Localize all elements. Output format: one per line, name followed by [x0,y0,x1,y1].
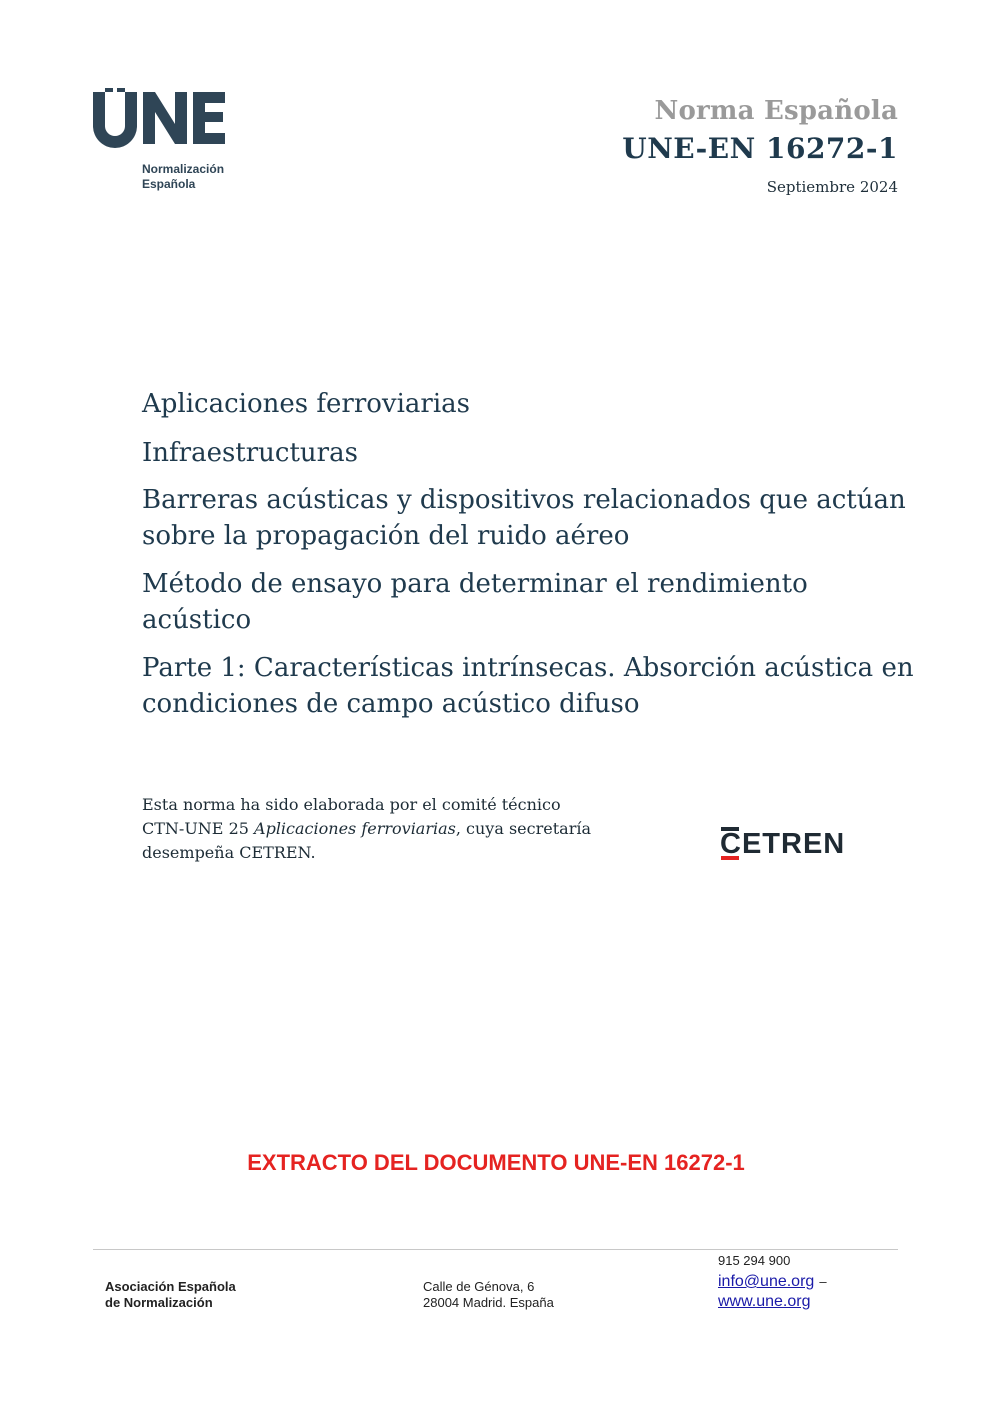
logo-subtitle-line1: Normalización [142,162,225,176]
title-line: acústico [142,605,252,635]
une-wordmark-icon [93,88,233,148]
email-link[interactable]: info@une.org [718,1273,815,1290]
footer-phone: 915 294 900 [718,1253,791,1268]
committee-suffix: , cuya secretaría [455,819,591,838]
title-line: Parte 1: Características intrínsecas. Absorción acústica en [142,653,914,683]
committee-line3: desempeña CETREN. [142,843,316,862]
footer-address-line1: Calle de Génova, 6 [423,1279,535,1294]
extracto-notice: EXTRACTO DEL DOCUMENTO UNE-EN 16272-1 [247,1150,745,1175]
footer-web-row [718,1291,811,1311]
footer-divider [93,1249,898,1250]
footer-email-row [718,1271,827,1291]
title-line: Barreras acústicas y dispositivos relacionados que actúan [142,485,906,515]
committee-prefix: CTN-UNE 25 [142,819,255,838]
footer-org-line1: Asociación Española [105,1279,236,1294]
footer-org-line2: de Normalización [105,1295,213,1310]
footer-separator: – [819,1274,827,1289]
cetren-logo [720,826,862,866]
committee-name: Aplicaciones ferroviarias [254,819,456,838]
logo-subtitle-line2: Española [142,177,196,191]
website-link[interactable]: www.une.org [718,1293,811,1310]
footer-address-line2: 28004 Madrid. España [423,1295,554,1310]
norma-code: UNE-EN 16272-1 [622,132,898,165]
cetren-logo-icon [720,826,862,862]
committee-line2 [142,817,591,841]
cetren-text: CETREN [720,828,846,860]
title-line: Método de ensayo para determinar el rendimiento [142,569,808,599]
title-line: Aplicaciones ferroviarias [142,389,470,419]
committee-line1: Esta norma ha sido elaborada por el comité técnico [142,795,561,814]
title-line: sobre la propagación del ruido aéreo [142,521,630,551]
title-line: condiciones de campo acústico difuso [142,689,640,719]
norma-label: Norma Española [654,96,898,126]
norma-date: Septiembre 2024 [766,178,898,196]
title-line: Infraestructuras [142,438,358,468]
